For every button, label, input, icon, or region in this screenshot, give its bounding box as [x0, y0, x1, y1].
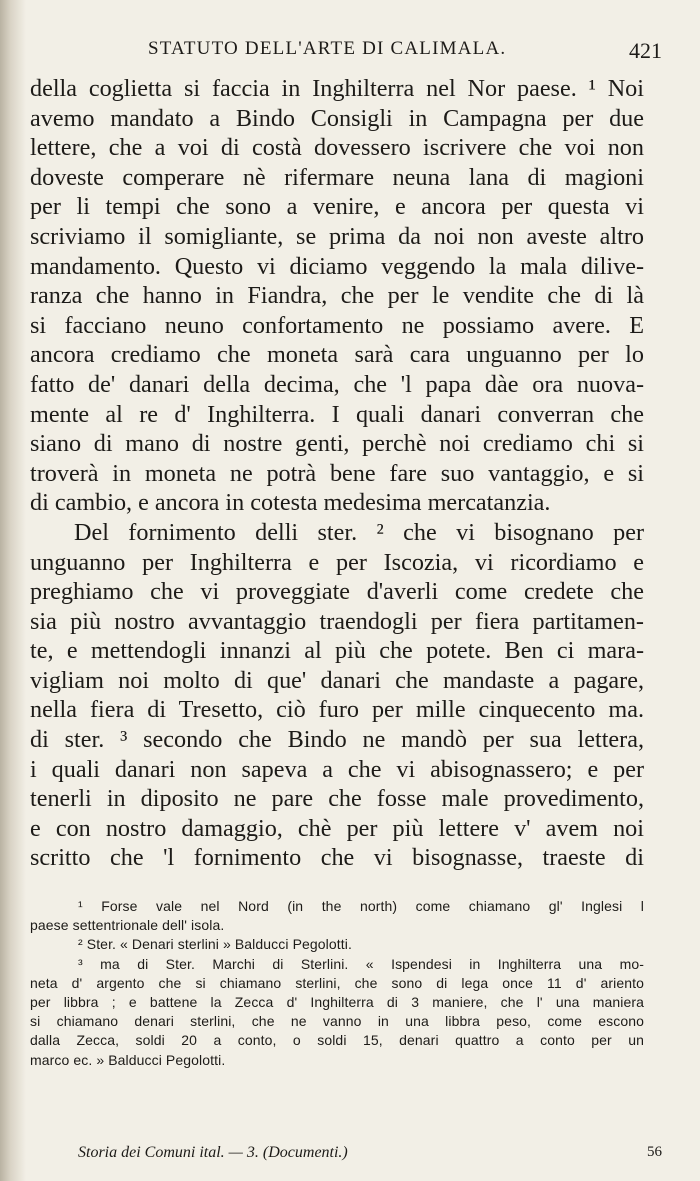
- text-line: tenerli in diposito ne pare che fosse male provedimento,: [30, 785, 644, 813]
- text-line: di cambio, e ancora in cotesta medesima mercatanzia.: [30, 489, 551, 517]
- text-line: unguanno per Inghilterra e per Iscozia, vi ricordiamo e: [30, 548, 644, 576]
- text-line: ranza che hanno in Fiandra, che per le vendite che di là: [30, 282, 644, 310]
- footnote-line: dalla Zecca, soldi 20 a conto, o soldi 15, denari quattro a conto per un: [30, 1032, 644, 1049]
- footnote-line: paese settentrionale dell' isola.: [30, 917, 225, 934]
- text-line: mandamento. Questo vi diciamo veggendo la mala dilive-: [30, 252, 644, 280]
- text-line: doveste comperare nè rifermare neuna lana di magioni: [30, 163, 644, 191]
- text-line: te, e mettendogli innanzi al più che potete. Ben ci mara-: [30, 637, 644, 665]
- text-line: avemo mandato a Bindo Consigli in Campagna per due: [30, 104, 644, 132]
- text-line: sia più nostro avvantaggio traendogli per fiera partitamen-: [30, 607, 644, 635]
- text-line: siano di mano di nostre genti, perchè noi crediamo chi si: [30, 430, 644, 458]
- footnotes: [30, 897, 644, 1070]
- page-edge-shadow: [0, 0, 26, 1181]
- footnote-line: ¹ Forse vale nel Nord (in the north) come chiamano gl' Inglesi l: [78, 898, 644, 914]
- text-line: mente al re d' Inghilterra. I quali danari converran che: [30, 400, 644, 428]
- text-line: i quali danari non sapeva a che vi abisognassero; e per: [30, 755, 644, 783]
- text-line: Del fornimento delli ster. ² che vi bisognano per: [74, 518, 644, 546]
- text-line: per li tempi che sono a venire, e ancora per questa vi: [30, 193, 644, 221]
- footnote-line: ² Ster. « Denari sterlini » Balducci Pegolotti.: [78, 936, 352, 953]
- text-line: nella fiera di Tresetto, ciò furo per mille cinquecento ma.: [30, 696, 644, 724]
- text-line: lettere, che a voi di costà dovessero iscrivere che voi non: [30, 134, 644, 162]
- text-line: della coglietta si faccia in Inghilterra nel Nor paese. ¹ Noi: [30, 75, 644, 102]
- text-line: di ster. ³ secondo che Bindo ne mandò per sua lettera,: [30, 726, 644, 754]
- text-line: ancora crediamo che moneta sarà cara unguanno per lo: [30, 341, 644, 369]
- page-footer: [78, 1144, 662, 1168]
- running-head: [30, 38, 662, 68]
- footer-signature: 56: [647, 1144, 662, 1160]
- text-line: scriviamo il somigliante, se prima da noi non aveste altro: [30, 222, 644, 250]
- text-line: e con nostro damaggio, chè per più lettere v' avem noi: [30, 814, 644, 842]
- footnote-line: per libbra ; e battene la Zecca d' Inghilterra di 3 maniere, che l' una maniera: [30, 993, 644, 1010]
- text-line: troverà in moneta ne potrà bene fare suo vantaggio, e si: [30, 459, 644, 487]
- body-text: [30, 74, 644, 873]
- footnote-line: ³ ma di Ster. Marchi di Sterlini. « Ispendesi in Inghilterra una mo-: [78, 955, 644, 972]
- text-line: scritto che 'l fornimento che vi bisognasse, traeste di: [30, 844, 644, 872]
- text-line: vigliam noi molto di que' danari che mandaste a pagare,: [30, 666, 644, 694]
- page-number: 421: [629, 38, 662, 63]
- footnote-line: si chiamano denari sterlini, che ne vanno in una libbra peso, come escono: [30, 1013, 644, 1030]
- text-line: fatto de' danari della decima, che 'l papa dàe ora nuova-: [30, 370, 644, 398]
- running-title: STATUTO DELL'ARTE DI CALIMALA.: [148, 38, 507, 59]
- text-line: preghiamo che vi proveggiate d'averli come credete che: [30, 578, 644, 606]
- footer-source: Storia dei Comuni ital. — 3. (Documenti.): [78, 1144, 348, 1161]
- text-line: si facciano neuno confortamento ne possiamo avere. E: [30, 311, 644, 339]
- footnote-line: neta d' argento che si chiamano sterlini, che sono di lega once 11 d' ariento: [30, 974, 644, 991]
- footnote-line: marco ec. » Balducci Pegolotti.: [30, 1051, 226, 1068]
